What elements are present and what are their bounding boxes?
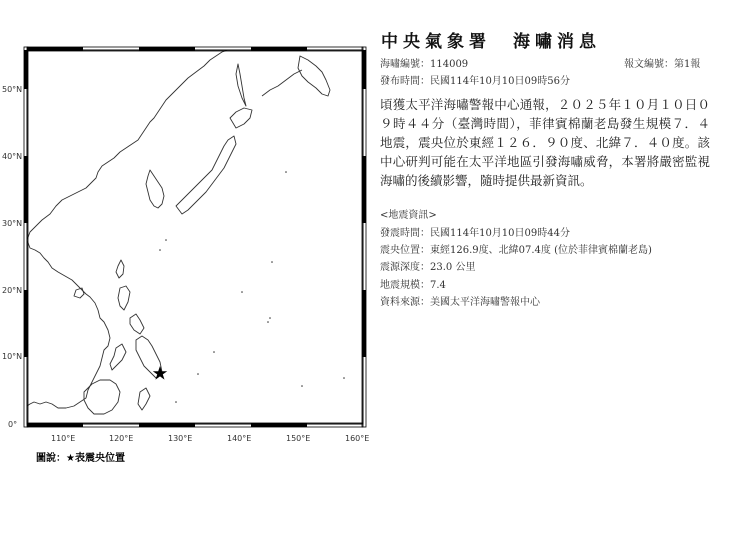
- quake-info-heading: <地震資訊>: [380, 210, 437, 221]
- lon-tick-label: 160°E: [345, 434, 370, 443]
- lat-tick-label: 30°N: [2, 219, 23, 228]
- lat-tick-label: 10°N: [2, 352, 23, 361]
- lon-tick-label: 110°E: [51, 434, 76, 443]
- issue-time: 發布時間：民國114年10月10日09時56分: [380, 76, 570, 87]
- quake-depth: 震源深度：23.0 公里: [380, 262, 476, 273]
- data-source: 資料來源：美國太平洋海嘯警報中心: [380, 297, 540, 308]
- map-legend: 圖說：★表震央位置: [36, 453, 125, 464]
- quake-time: 發震時間：民國114年10月10日09時44分: [380, 228, 570, 239]
- report-number: 報文編號：第1報: [624, 59, 701, 70]
- map-panel: [0, 0, 380, 470]
- tsunami-number: 海嘯編號：114009: [380, 59, 469, 70]
- lat-tick-label: 0°: [8, 420, 18, 429]
- lon-tick-label: 120°E: [109, 434, 134, 443]
- lon-axis: [51, 434, 369, 443]
- bulletin-title: 中央氣象署 海嘯消息: [381, 32, 601, 52]
- lon-tick-label: 150°E: [286, 434, 311, 443]
- lat-tick-label: 50°N: [2, 85, 23, 94]
- lon-tick-label: 130°E: [168, 434, 193, 443]
- lat-axis: [2, 85, 22, 429]
- lon-tick-label: 140°E: [227, 434, 252, 443]
- quake-location: 震央位置：東經126.9度、北緯07.4度 (位於菲律賓棉蘭老島): [380, 245, 652, 256]
- bulletin-message: 頃獲太平洋海嘯警報中心通報，２０２５年１０月１０日０９時４４分（臺灣時間），菲律賓棉蘭老島發生規模７．４地震，震央位於東經１２６．９０度、北緯７．４０度。該中心研判可能在太平洋地區引發海嘯威脅，本署將嚴密監視海嘯的後續影響，隨時提供最新資訊。: [380, 97, 710, 188]
- lat-tick-label: 20°N: [2, 286, 23, 295]
- quake-magnitude: 地震規模：7.4: [380, 280, 446, 291]
- lat-tick-label: 40°N: [2, 152, 23, 161]
